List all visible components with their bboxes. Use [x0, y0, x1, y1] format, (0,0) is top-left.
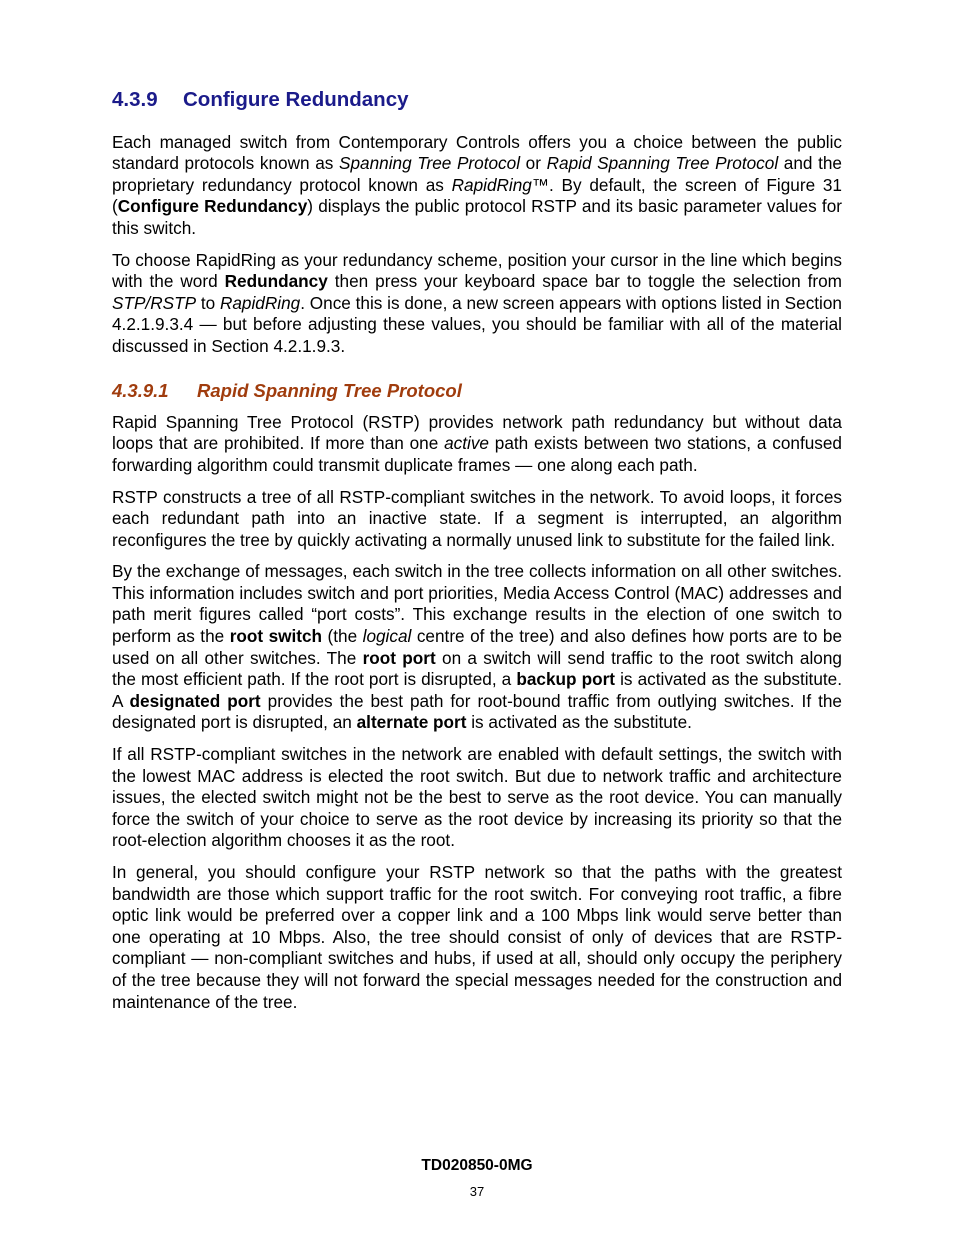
text-run: is activated as the substitute.	[466, 712, 692, 733]
text-run: or	[520, 153, 547, 174]
page-content	[112, 88, 842, 1023]
paragraph	[112, 561, 842, 734]
italic-term: Spanning Tree Protocol	[339, 153, 521, 174]
paragraph	[112, 744, 842, 852]
body-paragraphs	[112, 412, 842, 1013]
bold-term: alternate port	[356, 712, 467, 733]
text-run: Each managed switch from Contemporary Controls offers you a choice between the public standard protocols known as	[112, 131, 842, 174]
bold-term: root switch	[229, 626, 323, 647]
section-number: 4.3.9	[112, 88, 158, 111]
subsection-title: Rapid Spanning Tree Protocol	[197, 379, 462, 401]
bold-term: designated port	[129, 690, 261, 711]
text-run: to	[196, 292, 220, 313]
text-run: RSTP constructs a tree of all RSTP-compliant switches in the network. To avoid loops, it forces each redundant path into an inactive state. If a segment is interrupted, an algorithm reconfigures the tree by quickly activating a normally unused link to substitute for the failed link.	[112, 486, 842, 550]
paragraph	[112, 132, 842, 240]
text-run: on a switch will send traffic to the root switch along the most efficient path. If the root port is disrupted, a	[112, 647, 842, 690]
text-run: In general, you should configure your RSTP network so that the paths with the greatest bandwidth are those which support traffic for the root switch. For conveying root traffic, a fibre optic link would be preferred over a copper link and a 100 Mbps link would serve better than one operating at 10 Mbps. Also, the tree should consist of only of devices that are RSTP-compliant — non-compliant switches and hubs, if used at all, should only occupy the periphery of the tree because they will not forward the special messages needed for the construction and maintenance of the tree.	[112, 862, 842, 1012]
text-run: path exists between two stations, a confused forwarding algorithm could transmit duplicate frames — one along each path.	[112, 433, 842, 475]
italic-term: Rapid Spanning Tree Protocol	[546, 153, 779, 174]
italic-term: active	[444, 433, 489, 454]
bold-term: backup port	[516, 669, 615, 690]
section-title: Configure Redundancy	[183, 88, 409, 111]
text-run: . By default, the screen of Figure 31 (	[112, 174, 842, 217]
text-run: To choose RapidRing as your redundancy scheme, position your cursor in the line which begins with the word	[112, 249, 842, 292]
text-run: (the	[322, 626, 363, 647]
footer-doc-id: TD020850-0MG	[421, 1157, 533, 1174]
text-run: ) displays the public protocol RSTP and its basic parameter values for this switch.	[112, 196, 842, 238]
bold-term: Configure Redundancy	[117, 196, 308, 217]
text-run: then press your keyboard space bar to toggle the selection from	[327, 271, 843, 292]
text-run: provides the best path for root-bound traffic from outlying switches. If the designated port is disrupted, an	[112, 690, 842, 733]
text-run: centre of the tree) and also defines how ports are to be used on all other switches. The	[112, 626, 843, 668]
paragraph	[112, 250, 842, 358]
text-run: Rapid Spanning Tree Protocol (RSTP) provides network path redundancy but without data loops that are prohibited. If more than one	[112, 411, 842, 454]
footer-page-number: 37	[469, 1184, 485, 1199]
intro-paragraphs	[112, 132, 842, 358]
italic-term: STP/RSTP	[112, 292, 197, 313]
bold-term: Redundancy	[224, 271, 328, 292]
text-run: and the proprietary redundancy protocol known as	[112, 153, 842, 195]
paragraph	[112, 487, 842, 552]
subsection-heading	[112, 380, 842, 402]
text-run: By the exchange of messages, each switch in the tree collects information on all other switches. This information includes switch and port priorities, Media Access Control (MAC) addresses and path merit figures called “port costs”. This exchange results in the election of one switch to perform as the	[112, 561, 842, 647]
bold-term: root port	[362, 647, 436, 668]
subsection-number: 4.3.9.1	[112, 379, 169, 401]
paragraph	[112, 412, 842, 477]
text-run: . Once this is done, a new screen appears with options listed in Section 4.2.1.9.3.4 — but before adjusting these values, you should be familiar with all of the material discussed in Section 4.2.1.9.3.	[112, 292, 842, 356]
section-heading	[112, 88, 842, 113]
text-run: is activated as the substitute. A	[112, 669, 843, 711]
text-run: If all RSTP-compliant switches in the network are enabled with default settings, the switch with the lowest MAC address is elected the root switch. But due to network traffic and architecture issues, the elected switch might not be the best to serve as the root device. You can manually force the switch of your choice to serve as the root device by increasing its priority so that the root-election algorithm chooses it as the root.	[112, 744, 842, 851]
italic-term: logical	[362, 626, 412, 647]
italic-term: RapidRing	[219, 292, 301, 313]
italic-term: RapidRing™	[451, 174, 550, 195]
paragraph	[112, 862, 842, 1013]
